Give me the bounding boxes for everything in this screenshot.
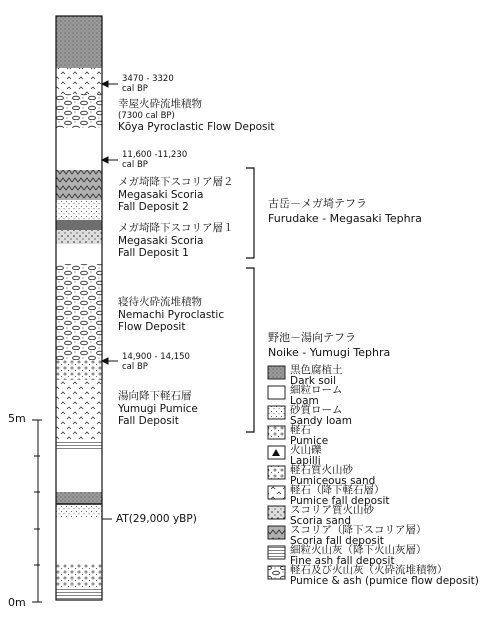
layer-label-nemachi [118,296,224,334]
layer-label-megasaki-1-en1: Megasaki Scoria [118,234,204,247]
bracket-noike [246,268,254,432]
legend-item-pumice-fall-en: Pumice fall deposit [290,495,390,507]
age-label-2 [122,150,187,170]
layer-pumiceous-sand [56,360,102,380]
layer-label-nemachi-jp: 寝待火砕流堆積物 [118,296,202,308]
legend-item-pumice-ash-jp: 軽石及び火山灰（火砕流堆積物） [290,564,448,576]
group-label-noike-jp: 野池－湯向テフラ [268,331,356,344]
layer-label-megasaki-2 [118,176,234,214]
scale-label-bottom: 0m [8,596,26,609]
layer-loam-3 [56,450,102,492]
age-label-1-unit: cal BP [122,84,148,94]
layer-megasaki-1 [56,230,102,244]
layer-label-koya-jp: 幸屋火砕流堆積物 [118,98,202,110]
age-arrows [102,81,118,519]
legend-item-loam-en: Loam [290,395,319,407]
bracket-furudake [246,168,254,258]
legend-item-lapilli-jp: 火山礫 [290,444,322,456]
layer-label-megasaki-2-en1: Megasaki Scoria [118,188,204,201]
group-label-noike-en: Noike - Yumugi Tephra [268,346,391,359]
layer-pumice-base [56,564,102,588]
legend-item-pumice-jp: 軽石 [290,424,311,436]
legend-item-scoria-fall-en: Scoria fall deposit [290,535,384,547]
legend-swatches [268,366,285,579]
legend-item-scoria-sand-jp: スコリア質火山砂 [290,504,374,516]
group-label-noike [268,330,390,360]
layer-label-yumugi-en1: Yumugi Pumice [118,402,198,415]
age-label-2-value: 11,600 -11,230 [122,150,188,160]
layer-label-nemachi-en1: Nemachi Pyroclastic [118,308,225,321]
layer-dark-band [56,220,102,230]
layer-label-koya-age: (7300 cal BP) [118,110,175,121]
layer-dark-soil-top [56,16,102,68]
age-label-3-unit: cal BP [122,362,148,372]
layer-label-koya [118,98,275,133]
age-label-at [116,513,197,526]
layer-loam-2 [56,244,102,264]
legend-item-scoria-fall-jp: スコリア（降下スコリア層） [290,524,427,536]
legend-item-pumice-en: Pumice [290,435,329,447]
legend-item-pumiceous-sand-jp: 軽石質火山砂 [290,464,353,476]
age-label-1 [122,74,174,94]
layer-yumugi-pumice [56,380,102,440]
layer-label-koya-en: Kōya Pyroclastic Flow Deposit [118,120,275,133]
age-label-3 [122,352,190,372]
layer-label-yumugi-jp: 湯向降下軽石層 [118,390,192,402]
layer-fine-ash [56,440,102,450]
age-label-at-value: AT(29,000 yBP) [116,513,197,525]
legend-item-fine-ash-en: Fine ash fall deposit [290,555,395,567]
legend-item-dark-soil-jp: 黒色腐植土 [290,364,343,376]
scale-label-top: 5m [8,412,26,425]
layer-loam-1 [56,128,102,170]
layer-label-megasaki-1-jp: メガ埼降下スコリア層１ [118,222,234,234]
age-label-2-unit: cal BP [122,160,148,170]
legend-item-fine-ash-jp: 細粒火山灰（降下火山灰層） [290,544,427,556]
group-label-furudake [268,196,422,226]
group-label-furudake-jp: 古岳－メガ埼テフラ [268,197,367,210]
legend-item-pumice-ash-en: Pumice & ash (pumice flow deposit) [290,575,479,587]
layer-sand-1 [56,200,102,220]
layer-label-megasaki-2-en2: Fall Deposit 2 [118,201,189,213]
legend-item-loam-jp: 細粒ローム [290,384,343,396]
legend-item-sandy-loam-en: Sandy loam [290,415,352,427]
group-label-furudake-en: Furudake - Megasaki Tephra [268,212,422,225]
legend-item-pumice-ash [290,565,479,587]
legend-item-scoria-sand-en: Scoria sand [290,515,352,527]
layer-koya-flow [56,94,102,128]
layer-nemachi-flow [56,264,102,360]
layer-megasaki-2 [56,170,102,200]
layer-loam-4 [56,518,102,564]
legend-item-dark-soil-en: Dark soil [290,375,336,387]
layer-base-ash [56,588,102,600]
layer-pumice-top [56,68,102,94]
age-label-1-value: 3470 - 3320 [122,74,174,84]
layer-label-yumugi [118,390,198,428]
legend-item-sandy-loam-jp: 砂質ローム [290,404,343,416]
layer-label-megasaki-2-jp: メガ埼降下スコリア層２ [118,176,234,188]
layer-label-nemachi-en2: Flow Deposit [118,321,186,333]
age-label-3-value: 14,900 - 14,150 [122,352,190,362]
scale-bar [32,420,42,602]
layer-label-megasaki-1 [118,222,234,260]
legend-item-lapilli-en: Lapilli [290,455,321,467]
layer-label-yumugi-en2: Fall Deposit [118,415,179,427]
legend-item-pumice-fall-jp: 軽石（降下軽石層） [290,484,385,496]
layer-lapilli-band [56,492,102,504]
layer-sand-2 [56,504,102,518]
legend-item-pumiceous-sand-en: Pumiceous sand [290,475,376,487]
layer-label-megasaki-1-en2: Fall Deposit 1 [118,247,189,259]
